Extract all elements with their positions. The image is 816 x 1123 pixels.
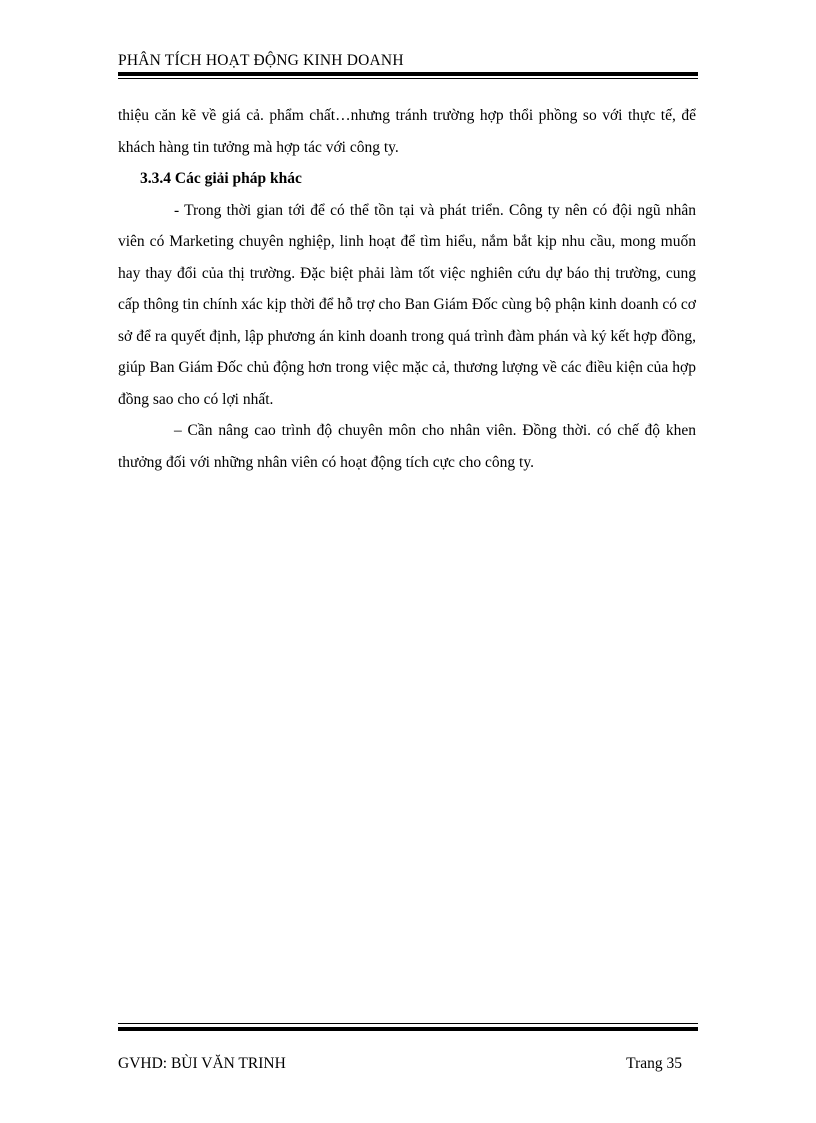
header-rule-thick: [118, 72, 698, 76]
body-text: [118, 100, 696, 478]
paragraph-2: – Cần nâng cao trình độ chuyên môn cho nhân viên. Đồng thời. có chế độ khen thưởng đối với những nhân viên có hoạt động tích cực cho công ty.: [118, 422, 696, 471]
page-header-title: PHÂN TÍCH HOẠT ĐỘNG KINH DOANH: [118, 52, 404, 69]
footer-rule-thick: [118, 1027, 698, 1031]
continuation-paragraph: thiệu căn kẽ về giá cả. phẩm chất…nhưng tránh trường hợp thổi phồng so với thực tế, để khách hàng tin tưởng mà hợp tác với công ty.: [118, 107, 696, 156]
paragraph-1: - Trong thời gian tới để có thể tồn tại và phát triển. Công ty nên có đội ngũ nhân viên có Marketing chuyên nghiệp, linh hoạt để tìm hiểu, nắm bắt kịp nhu cầu, mong muốn hay thay đổi của thị trường. Đặc biệt phải làm tốt việc nghiên cứu dự báo thị trường, cung cấp thông tin chính xác kịp thời để hỗ trợ cho Ban Giám Đốc cùng bộ phận kinh doanh có cơ sở để ra quyết định, lập phương án kinh doanh trong quá trình đàm phán và ký kết hợp đồng, giúp Ban Giám Đốc chủ động hơn trong việc mặc cả, thương lượng về các điều kiện của hợp đồng sao cho có lợi nhất.: [118, 201, 696, 408]
footer-page-number: Trang 35: [626, 1055, 682, 1072]
section-heading: 3.3.4 Các giải pháp khác: [140, 170, 302, 187]
header-rule-thin: [118, 78, 698, 79]
footer-rule-thin: [118, 1023, 698, 1024]
footer-advisor: GVHD: BÙI VĂN TRINH: [118, 1055, 286, 1072]
